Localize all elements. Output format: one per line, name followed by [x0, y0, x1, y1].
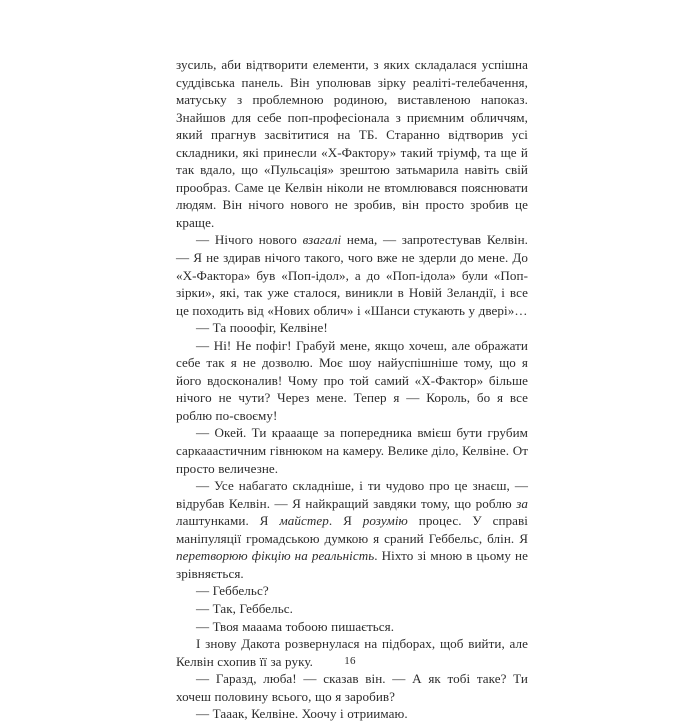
paragraph: — Та пооофіг, Келвіне! — [196, 320, 328, 336]
paragraph: — Ні! Не пофіг! Грабуй мене, якщо хочеш, але ображати себе так я не дозволю. Моє шоу найуспішніше тому, що я його вдосконалив! Чому про той самий «Х-Фактор» більше нічого не чути? Через мене. Тепер я — Король, бо я все роблю по-своєму! — [176, 337, 528, 423]
paragraph: — Так, Геббельс. — [196, 600, 294, 616]
paragraph: — Нічого нового взагалі нема, — запротестував Келвін. — Я не здирав нічого такого, чого вже не здерли до мене. До «Х-Фактора» був «Поп-ідол», а до «Поп-ідола» були «Поп-зірки», які, так уже сталося, виникли в Новій Зеландії, і все це походить від «Нових облич» і «Шанси стукають у двері»… — [176, 232, 528, 318]
paragraph: — Тааак, Келвіне. Хоочу і отриимаю. — [196, 706, 408, 722]
page-text-block — [176, 56, 528, 723]
paragraph: — Окей. Ти краааще за попередника вмієш бути грубим саркааастичним гівнюком на камеру. Велике діло, Келвіне. От просто величезне. — [176, 425, 528, 476]
page-number: 16 — [344, 655, 356, 667]
paragraph: — Усе набагато складніше, і ти чудово про це знаєш, — відрубав Келвін. — Я найкращий завдяки тому, що роблю за лаштунками. Я майстер. Я розумію процес. У справі маніпуляції громадською думкою я сраний Геббельс, блін. Я перетворюю фікцію на реальність. Ніхто зі мною в цьому не зрівняється. — [176, 478, 529, 581]
paragraph: — Гаразд, люба! — сказав він. — А як тобі таке? Ти хочеш половину всього, що я заробив? — [176, 671, 528, 704]
paragraph: зусиль, аби відтворити елементи, з яких складалася успішна суддівська панель. Він уполював зірку реаліті-телебачення, матуську з проблемною родиною, виставленою напоказ. Знайшов для себе поп-професіонала з приємним обличчям, який прагнув засвітитися на ТБ. Старанно відтворив усі складники, які принесли «Х-Фактору» такий тріумф, та ще й так вдало, що «Пульсація» зрештою затьмарила навіть свій прообраз. Саме це Келвін ніколи не втомлювався пояснювати людям. Він нічого нового не зробив, він просто зробив це краще. — [176, 57, 528, 230]
paragraph: І знову Дакота розвернулася на підборах, щоб вийти, але Келвін схопив її за руку. — [176, 636, 528, 669]
paragraph: — Твоя мааама тобоою пишається. — [196, 618, 395, 634]
paragraph: — Геббельс? — [196, 583, 269, 599]
